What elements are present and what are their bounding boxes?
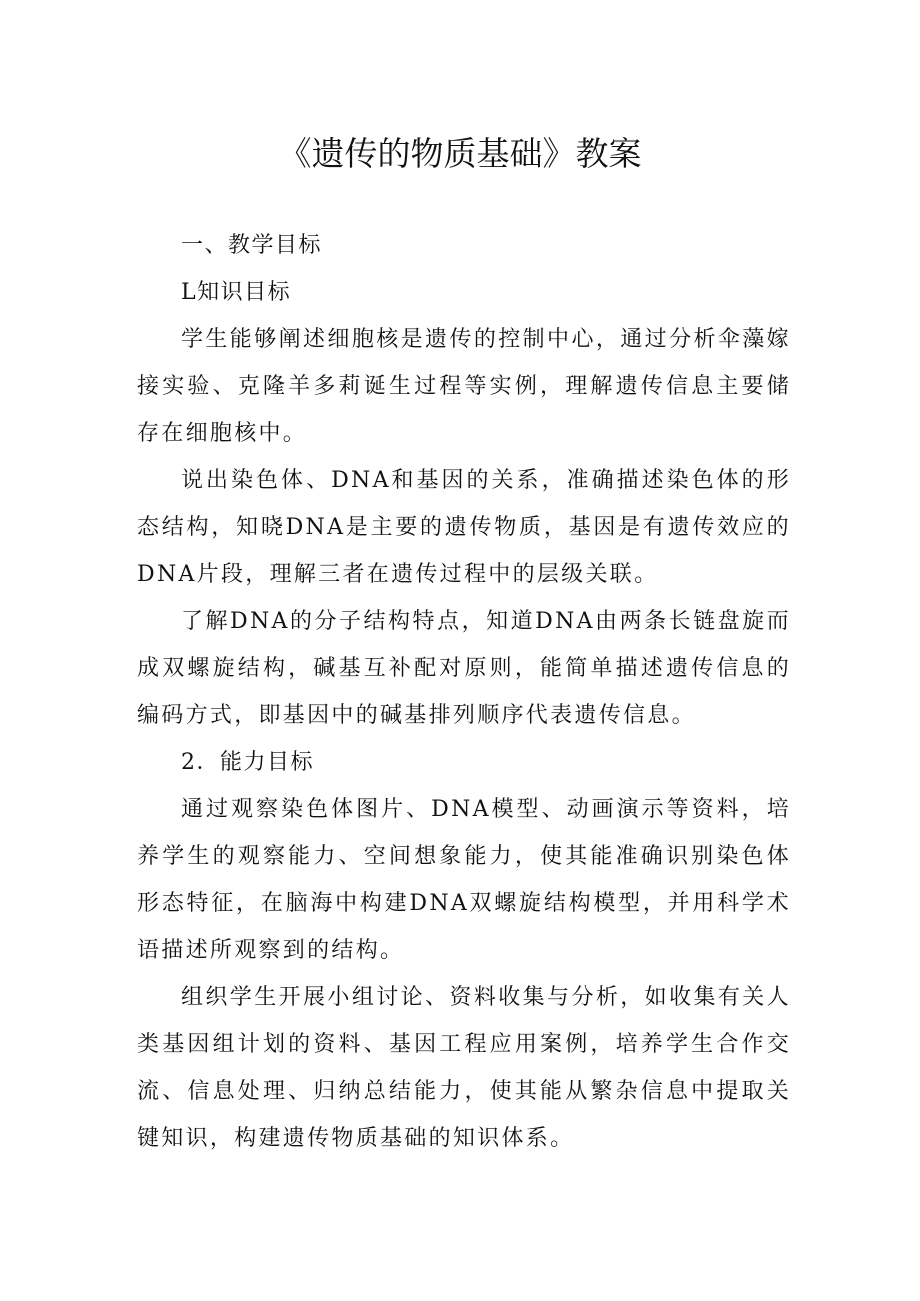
section-heading-teaching-goals: 一、教学目标 <box>181 233 323 258</box>
paragraph-ability-1: 通过观察染色体图片、DNA模型、动画演示等资料，培养学生的观察能力、空间想象能力，使其能准确识别染色体形态特征，在脑海中构建DNA双螺旋结构模型，并用科学术语描述所观察到的结构。 <box>137 797 791 963</box>
subheading-ability-goals: 2．能力目标 <box>181 750 314 775</box>
subheading-knowledge-goals: L知识目标 <box>181 280 292 305</box>
paragraph-ability-2: 组织学生开展小组讨论、资料收集与分析，如收集有关人类基因组计划的资料、基因工程应用案例，培养学生合作交流、信息处理、归纳总结能力，使其能从繁杂信息中提取关键知识，构建遗传物质基础的知识体系。 <box>137 985 791 1151</box>
paragraph-knowledge-1: 学生能够阐述细胞核是遗传的控制中心，通过分析伞藻嫁接实验、克隆羊多莉诞生过程等实例，理解遗传信息主要储存在细胞核中。 <box>137 327 791 446</box>
paragraph-knowledge-2: 说出染色体、DNA和基因的关系，准确描述染色体的形态结构，知晓DNA是主要的遗传物质，基因是有遗传效应的DNA片段，理解三者在遗传过程中的层级关联。 <box>137 468 791 587</box>
document-title: 《遗传的物质基础》教案 <box>278 134 642 173</box>
paragraph-knowledge-3: 了解DNA的分子结构特点，知道DNA由两条长链盘旋而成双螺旋结构，碱基互补配对原则，能简单描述遗传信息的编码方式，即基因中的碱基排列顺序代表遗传信息。 <box>137 609 791 728</box>
document-body <box>137 222 791 1162</box>
